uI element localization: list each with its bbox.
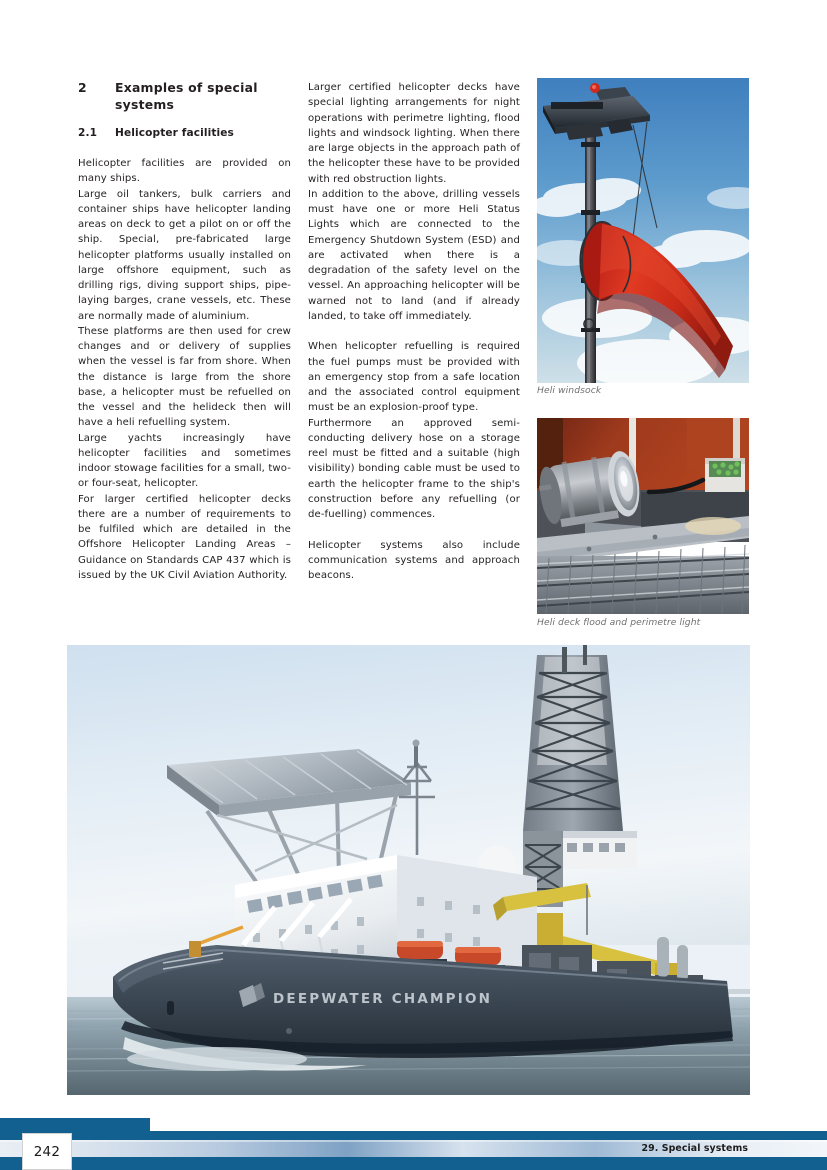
windsock-photo: [537, 78, 749, 383]
figure-heli-deck-flood-light: [537, 418, 749, 614]
paragraph: In addition to the above, drilling vessels must have one or more Heli Status Lights which are connected to the Emergency Shutdown System (ESD) and are activated when there is a degradation of the safety level on the vessel. An approaching helicopter will be warned not to land (and if already landed, to take off immediately.: [308, 188, 520, 322]
footer-strip-highlight: [0, 1140, 827, 1142]
subsection-heading-number: 2.1: [78, 127, 98, 139]
paragraph: For larger certified helicopter decks there are a number of requirements to be fulfiled which are detailed in the Offshore Helicopter Landing Areas – Guidance on Standards CAP 437 which is issued by the UK Civil Aviation Authority.: [78, 493, 291, 581]
figure-heli-windsock: [537, 78, 749, 383]
page-footer: [0, 1118, 827, 1170]
figure-drillship: [67, 645, 750, 1095]
floodlight-photo: [537, 418, 749, 614]
section-heading-number: 2: [78, 80, 87, 95]
footer-tab-accent: [0, 1118, 150, 1131]
figure-caption-windsock: Heli windsock: [537, 385, 602, 396]
paragraph: Large oil tankers, bulk carriers and container ships have helicopter landing areas on deck to get a pilot on or off the ship. Special, pre-fabricated large helicopter platforms usually installed on large offshore equipment, such as drilling rigs, diving support ships, pipe-laying barges, crane vessels, etc. These are normally made of aluminium.: [78, 188, 291, 322]
section-heading: [78, 80, 291, 113]
footer-section-label: 29. Special systems: [641, 1143, 748, 1154]
page-number: 242: [22, 1133, 72, 1170]
figure-caption-floodlight: Heli deck flood and perimetre light: [537, 617, 701, 628]
section-heading-title: Examples of special systems: [115, 80, 258, 112]
middle-text-column: [308, 80, 520, 583]
paragraph: Furthermore an approved semi-conducting delivery hose on a storage reel must be fitted and a suitable (high visibility) bonding cable must be used to earth the helicopter frame to the ship's construction before any refuelling (or de-fuelling) commences.: [308, 417, 520, 520]
paragraph: These platforms are then used for crew changes and or delivery of supplies when the vessel is far from shore. When the distance is large from the shore base, a helicopter must be refuelled on the vessel and the helideck then will have a heli refuelling system.: [78, 325, 291, 429]
subsection-heading-title: Helicopter facilities: [115, 127, 234, 139]
paragraph: Large yachts increasingly have helicopter facilities and sometimes indoor stowage facilities for a small, two- or four-seat, helicopter.: [78, 432, 291, 490]
vessel-name-text: DEEPWATER CHAMPION: [273, 991, 493, 1007]
drillship-artwork: [67, 645, 750, 1095]
paragraph: Larger certified helicopter decks have special lighting arrangements for night operations with perimetre lighting, flood lights and windsock lighting. When there are large objects in the approach path of the helicopter these have to be provided with red obstruction lights.: [308, 82, 520, 185]
paragraph: Helicopter facilities are provided on many ships.: [78, 158, 291, 185]
left-text-column: [78, 80, 291, 583]
floodlight-artwork: [537, 418, 749, 614]
windsock-artwork: [537, 78, 749, 383]
drillship-photo: [67, 645, 750, 1095]
paragraph: When helicopter refuelling is required the fuel pumps must be provided with an emergency stop from a safe location and the associated control equipment must be an explosion-proof type.: [308, 341, 520, 414]
subsection-heading: [78, 126, 291, 140]
paragraph: Helicopter systems also include communication systems and approach beacons.: [308, 539, 520, 581]
